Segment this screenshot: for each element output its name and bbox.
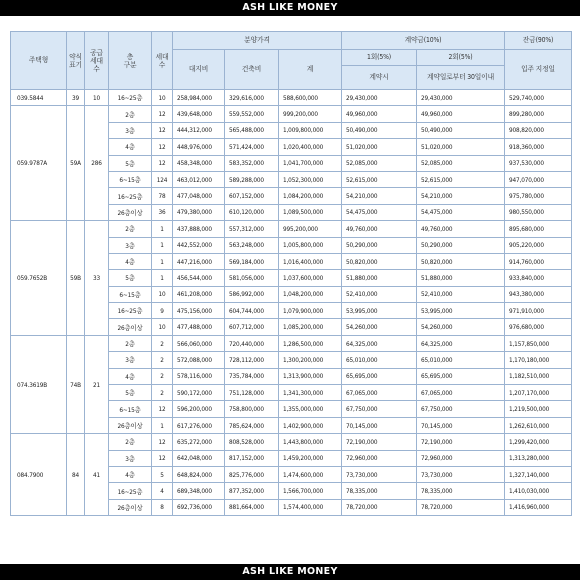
- total-price-cell: 1,574,400,000: [279, 499, 342, 515]
- balance-cell: 1,327,140,000: [505, 466, 572, 482]
- floor-cell: 3층: [109, 352, 152, 368]
- header-deposit-first: 1회(5%): [342, 50, 417, 66]
- building-price-cell: 877,352,000: [225, 483, 279, 499]
- units-cell: 12: [152, 122, 173, 138]
- header-deposit-first-due: 계약시: [342, 66, 417, 90]
- first-deposit-cell: 65,010,000: [342, 352, 417, 368]
- header-supply-line3: 수: [93, 64, 100, 73]
- first-deposit-cell: 65,695,000: [342, 368, 417, 384]
- balance-cell: 895,680,000: [505, 221, 572, 237]
- balance-cell: 529,740,000: [505, 90, 572, 106]
- balance-cell: 1,170,180,000: [505, 352, 572, 368]
- header-units: [152, 32, 173, 90]
- mark-cell: 59A: [67, 106, 85, 221]
- floor-cell: 6~15층: [109, 401, 152, 417]
- units-cell: 10: [152, 286, 173, 302]
- balance-cell: 976,680,000: [505, 319, 572, 335]
- second-deposit-cell: 72,960,000: [417, 450, 505, 466]
- balance-cell: 971,910,000: [505, 303, 572, 319]
- first-deposit-cell: 52,615,000: [342, 171, 417, 187]
- price-table-body: [11, 90, 572, 516]
- land-price-cell: 475,156,000: [173, 303, 225, 319]
- land-price-cell: 447,216,000: [173, 253, 225, 269]
- building-price-cell: 565,488,000: [225, 122, 279, 138]
- first-deposit-cell: 54,475,000: [342, 204, 417, 220]
- total-price-cell: 1,286,500,000: [279, 335, 342, 351]
- table-row: [11, 434, 572, 450]
- units-cell: 78: [152, 188, 173, 204]
- floor-cell: 5층: [109, 155, 152, 171]
- first-deposit-cell: 52,085,000: [342, 155, 417, 171]
- header-balance: 잔금(90%): [505, 32, 572, 50]
- second-deposit-cell: 51,020,000: [417, 139, 505, 155]
- balance-cell: 947,070,000: [505, 171, 572, 187]
- floor-cell: 16~25층: [109, 90, 152, 106]
- first-deposit-cell: 54,210,000: [342, 188, 417, 204]
- header-balance-due: 입주 지정일: [505, 50, 572, 90]
- land-price-cell: 648,824,000: [173, 466, 225, 482]
- building-price-cell: 758,800,000: [225, 401, 279, 417]
- total-price-cell: 1,459,200,000: [279, 450, 342, 466]
- second-deposit-cell: 51,880,000: [417, 270, 505, 286]
- first-deposit-cell: 50,290,000: [342, 237, 417, 253]
- units-cell: 2: [152, 352, 173, 368]
- land-price-cell: 692,736,000: [173, 499, 225, 515]
- second-deposit-cell: 54,210,000: [417, 188, 505, 204]
- units-cell: 36: [152, 204, 173, 220]
- header-deposit-second: 2회(5%): [417, 50, 505, 66]
- total-price-cell: 1,566,700,000: [279, 483, 342, 499]
- land-price-cell: 448,976,000: [173, 139, 225, 155]
- floor-cell: 2층: [109, 106, 152, 122]
- first-deposit-cell: 73,730,000: [342, 466, 417, 482]
- land-price-cell: 477,488,000: [173, 319, 225, 335]
- balance-cell: 1,207,170,000: [505, 385, 572, 401]
- second-deposit-cell: 78,720,000: [417, 499, 505, 515]
- first-deposit-cell: 72,190,000: [342, 434, 417, 450]
- second-deposit-cell: 54,260,000: [417, 319, 505, 335]
- total-price-cell: 999,200,000: [279, 106, 342, 122]
- land-price-cell: 596,200,000: [173, 401, 225, 417]
- first-deposit-cell: 72,960,000: [342, 450, 417, 466]
- building-price-cell: 583,352,000: [225, 155, 279, 171]
- land-price-cell: 590,172,000: [173, 385, 225, 401]
- total-price-cell: 1,085,200,000: [279, 319, 342, 335]
- land-price-cell: 617,276,000: [173, 417, 225, 433]
- total-price-cell: 1,089,500,000: [279, 204, 342, 220]
- land-price-cell: 444,312,000: [173, 122, 225, 138]
- second-deposit-cell: 49,760,000: [417, 221, 505, 237]
- supply-count-cell: 10: [85, 90, 109, 106]
- building-price-cell: 563,248,000: [225, 237, 279, 253]
- balance-cell: 914,760,000: [505, 253, 572, 269]
- balance-cell: 975,780,000: [505, 188, 572, 204]
- header-total: 계: [279, 50, 342, 90]
- building-price-cell: 785,624,000: [225, 417, 279, 433]
- land-price-cell: 477,048,000: [173, 188, 225, 204]
- first-deposit-cell: 64,325,000: [342, 335, 417, 351]
- land-price-cell: 635,272,000: [173, 434, 225, 450]
- total-price-cell: 1,084,200,000: [279, 188, 342, 204]
- price-table-container: [10, 31, 571, 516]
- balance-cell: 980,550,000: [505, 204, 572, 220]
- total-price-cell: 1,079,900,000: [279, 303, 342, 319]
- second-deposit-cell: 54,475,000: [417, 204, 505, 220]
- total-price-cell: 1,474,600,000: [279, 466, 342, 482]
- header-deposit: 계약금(10%): [342, 32, 505, 50]
- first-deposit-cell: 70,145,000: [342, 417, 417, 433]
- first-deposit-cell: 53,995,000: [342, 303, 417, 319]
- floor-cell: 4층: [109, 368, 152, 384]
- header-supply-line2: 세대: [90, 56, 103, 65]
- header-sale-price: 분양가격: [173, 32, 342, 50]
- building-price-cell: 581,056,000: [225, 270, 279, 286]
- first-deposit-cell: 52,410,000: [342, 286, 417, 302]
- table-row: [11, 335, 572, 351]
- units-cell: 12: [152, 139, 173, 155]
- brand-banner-top: ASH LIKE MONEY: [0, 0, 580, 16]
- header-house-type: 주택형: [11, 32, 67, 90]
- first-deposit-cell: 54,260,000: [342, 319, 417, 335]
- land-price-cell: 456,544,000: [173, 270, 225, 286]
- second-deposit-cell: 72,190,000: [417, 434, 505, 450]
- house-type-cell: 059.7652B: [11, 221, 67, 336]
- supply-count-cell: 33: [85, 221, 109, 336]
- header-floor: [109, 32, 152, 90]
- second-deposit-cell: 67,065,000: [417, 385, 505, 401]
- second-deposit-cell: 70,145,000: [417, 417, 505, 433]
- floor-cell: 3층: [109, 450, 152, 466]
- balance-cell: 1,262,610,000: [505, 417, 572, 433]
- total-price-cell: 588,600,000: [279, 90, 342, 106]
- land-price-cell: 578,116,000: [173, 368, 225, 384]
- units-cell: 10: [152, 90, 173, 106]
- table-row: [11, 106, 572, 122]
- floor-cell: 6~15층: [109, 171, 152, 187]
- units-cell: 12: [152, 155, 173, 171]
- units-cell: 8: [152, 499, 173, 515]
- second-deposit-cell: 50,490,000: [417, 122, 505, 138]
- balance-cell: 1,313,280,000: [505, 450, 572, 466]
- land-price-cell: 439,648,000: [173, 106, 225, 122]
- land-price-cell: 572,088,000: [173, 352, 225, 368]
- second-deposit-cell: 52,615,000: [417, 171, 505, 187]
- total-price-cell: 1,048,200,000: [279, 286, 342, 302]
- first-deposit-cell: 51,020,000: [342, 139, 417, 155]
- floor-cell: 6~15층: [109, 286, 152, 302]
- house-type-cell: 074.3619B: [11, 335, 67, 433]
- supply-count-cell: 21: [85, 335, 109, 433]
- first-deposit-cell: 49,960,000: [342, 106, 417, 122]
- floor-cell: 3층: [109, 122, 152, 138]
- house-type-cell: 084.7900: [11, 434, 67, 516]
- land-price-cell: 689,348,000: [173, 483, 225, 499]
- total-price-cell: 1,041,700,000: [279, 155, 342, 171]
- building-price-cell: 586,992,000: [225, 286, 279, 302]
- header-supply: [85, 32, 109, 90]
- units-cell: 2: [152, 368, 173, 384]
- units-cell: 1: [152, 270, 173, 286]
- house-type-cell: 039.5844: [11, 90, 67, 106]
- first-deposit-cell: 78,720,000: [342, 499, 417, 515]
- header-floor-line2: 구분: [123, 60, 137, 69]
- first-deposit-cell: 50,490,000: [342, 122, 417, 138]
- floor-cell: 26층이상: [109, 204, 152, 220]
- second-deposit-cell: 65,695,000: [417, 368, 505, 384]
- table-row: [11, 221, 572, 237]
- building-price-cell: 557,312,000: [225, 221, 279, 237]
- total-price-cell: 1,355,000,000: [279, 401, 342, 417]
- building-price-cell: 604,744,000: [225, 303, 279, 319]
- second-deposit-cell: 52,085,000: [417, 155, 505, 171]
- land-price-cell: 479,380,000: [173, 204, 225, 220]
- units-cell: 1: [152, 221, 173, 237]
- header-units-line1: 세대: [155, 52, 169, 61]
- units-cell: 124: [152, 171, 173, 187]
- header-deposit-second-due: 계약일로부터 30일이내: [417, 66, 505, 90]
- units-cell: 1: [152, 417, 173, 433]
- floor-cell: 4층: [109, 139, 152, 155]
- units-cell: 1: [152, 237, 173, 253]
- building-price-cell: 571,424,000: [225, 139, 279, 155]
- building-price-cell: 610,120,000: [225, 204, 279, 220]
- balance-cell: 908,820,000: [505, 122, 572, 138]
- units-cell: 10: [152, 319, 173, 335]
- balance-cell: 1,157,850,000: [505, 335, 572, 351]
- second-deposit-cell: 29,430,000: [417, 90, 505, 106]
- units-cell: 5: [152, 466, 173, 482]
- total-price-cell: 1,016,400,000: [279, 253, 342, 269]
- floor-cell: 5층: [109, 270, 152, 286]
- land-price-cell: 463,012,000: [173, 171, 225, 187]
- header-mark: [67, 32, 85, 90]
- building-price-cell: 825,776,000: [225, 466, 279, 482]
- units-cell: 12: [152, 434, 173, 450]
- building-price-cell: 559,552,000: [225, 106, 279, 122]
- first-deposit-cell: 49,760,000: [342, 221, 417, 237]
- second-deposit-cell: 78,335,000: [417, 483, 505, 499]
- balance-cell: 1,219,500,000: [505, 401, 572, 417]
- units-cell: 9: [152, 303, 173, 319]
- building-price-cell: 589,288,000: [225, 171, 279, 187]
- balance-cell: 1,416,960,000: [505, 499, 572, 515]
- total-price-cell: 995,200,000: [279, 221, 342, 237]
- floor-cell: 2층: [109, 221, 152, 237]
- floor-cell: 26층이상: [109, 417, 152, 433]
- balance-cell: 1,182,510,000: [505, 368, 572, 384]
- mark-cell: 39: [67, 90, 85, 106]
- land-price-cell: 642,048,000: [173, 450, 225, 466]
- floor-cell: 5층: [109, 385, 152, 401]
- total-price-cell: 1,005,800,000: [279, 237, 342, 253]
- land-price-cell: 458,348,000: [173, 155, 225, 171]
- second-deposit-cell: 50,290,000: [417, 237, 505, 253]
- building-price-cell: 735,784,000: [225, 368, 279, 384]
- land-price-cell: 437,888,000: [173, 221, 225, 237]
- floor-cell: 26층이상: [109, 319, 152, 335]
- floor-cell: 16~25층: [109, 188, 152, 204]
- header-supply-line1: 공급: [90, 48, 103, 57]
- balance-cell: 933,840,000: [505, 270, 572, 286]
- total-price-cell: 1,313,900,000: [279, 368, 342, 384]
- first-deposit-cell: 51,880,000: [342, 270, 417, 286]
- building-price-cell: 329,616,000: [225, 90, 279, 106]
- units-cell: 4: [152, 483, 173, 499]
- first-deposit-cell: 67,750,000: [342, 401, 417, 417]
- second-deposit-cell: 52,410,000: [417, 286, 505, 302]
- first-deposit-cell: 29,430,000: [342, 90, 417, 106]
- building-price-cell: 720,440,000: [225, 335, 279, 351]
- header-mark-line1: 약식: [69, 52, 82, 61]
- floor-cell: 26층이상: [109, 499, 152, 515]
- units-cell: 2: [152, 335, 173, 351]
- land-price-cell: 442,552,000: [173, 237, 225, 253]
- total-price-cell: 1,443,800,000: [279, 434, 342, 450]
- balance-cell: 943,380,000: [505, 286, 572, 302]
- units-cell: 1: [152, 253, 173, 269]
- units-cell: 12: [152, 450, 173, 466]
- building-price-cell: 569,184,000: [225, 253, 279, 269]
- floor-cell: 4층: [109, 466, 152, 482]
- first-deposit-cell: 67,065,000: [342, 385, 417, 401]
- land-price-cell: 258,984,000: [173, 90, 225, 106]
- units-cell: 12: [152, 401, 173, 417]
- second-deposit-cell: 67,750,000: [417, 401, 505, 417]
- building-price-cell: 607,152,000: [225, 188, 279, 204]
- header-mark-line2: 표기: [69, 60, 82, 69]
- balance-cell: 937,530,000: [505, 155, 572, 171]
- total-price-cell: 1,300,200,000: [279, 352, 342, 368]
- mark-cell: 59B: [67, 221, 85, 336]
- header-building: 건축비: [225, 50, 279, 90]
- header-floor-line1: 층: [126, 52, 134, 61]
- total-price-cell: 1,020,400,000: [279, 139, 342, 155]
- total-price-cell: 1,052,300,000: [279, 171, 342, 187]
- units-cell: 2: [152, 385, 173, 401]
- second-deposit-cell: 50,820,000: [417, 253, 505, 269]
- building-price-cell: 808,528,000: [225, 434, 279, 450]
- balance-cell: 905,220,000: [505, 237, 572, 253]
- floor-cell: 16~25층: [109, 483, 152, 499]
- total-price-cell: 1,402,900,000: [279, 417, 342, 433]
- header-land: 대지비: [173, 50, 225, 90]
- house-type-cell: 059.9787A: [11, 106, 67, 221]
- floor-cell: 4층: [109, 253, 152, 269]
- land-price-cell: 566,060,000: [173, 335, 225, 351]
- floor-cell: 2층: [109, 335, 152, 351]
- supply-count-cell: 286: [85, 106, 109, 221]
- balance-cell: 918,360,000: [505, 139, 572, 155]
- units-cell: 12: [152, 106, 173, 122]
- table-row: [11, 90, 572, 106]
- mark-cell: 74B: [67, 335, 85, 433]
- total-price-cell: 1,009,800,000: [279, 122, 342, 138]
- floor-cell: 2층: [109, 434, 152, 450]
- second-deposit-cell: 49,960,000: [417, 106, 505, 122]
- price-table: [10, 31, 572, 516]
- building-price-cell: 728,112,000: [225, 352, 279, 368]
- land-price-cell: 461,208,000: [173, 286, 225, 302]
- building-price-cell: 817,152,000: [225, 450, 279, 466]
- second-deposit-cell: 65,010,000: [417, 352, 505, 368]
- balance-cell: 899,280,000: [505, 106, 572, 122]
- building-price-cell: 751,128,000: [225, 385, 279, 401]
- total-price-cell: 1,037,600,000: [279, 270, 342, 286]
- floor-cell: 3층: [109, 237, 152, 253]
- mark-cell: 84: [67, 434, 85, 516]
- floor-cell: 16~25층: [109, 303, 152, 319]
- second-deposit-cell: 53,995,000: [417, 303, 505, 319]
- balance-cell: 1,299,420,000: [505, 434, 572, 450]
- first-deposit-cell: 78,335,000: [342, 483, 417, 499]
- second-deposit-cell: 64,325,000: [417, 335, 505, 351]
- brand-banner-bottom: ASH LIKE MONEY: [0, 564, 580, 580]
- total-price-cell: 1,341,300,000: [279, 385, 342, 401]
- second-deposit-cell: 73,730,000: [417, 466, 505, 482]
- header-units-line2: 수: [158, 60, 166, 69]
- balance-cell: 1,410,030,000: [505, 483, 572, 499]
- building-price-cell: 881,664,000: [225, 499, 279, 515]
- first-deposit-cell: 50,820,000: [342, 253, 417, 269]
- building-price-cell: 607,712,000: [225, 319, 279, 335]
- supply-count-cell: 41: [85, 434, 109, 516]
